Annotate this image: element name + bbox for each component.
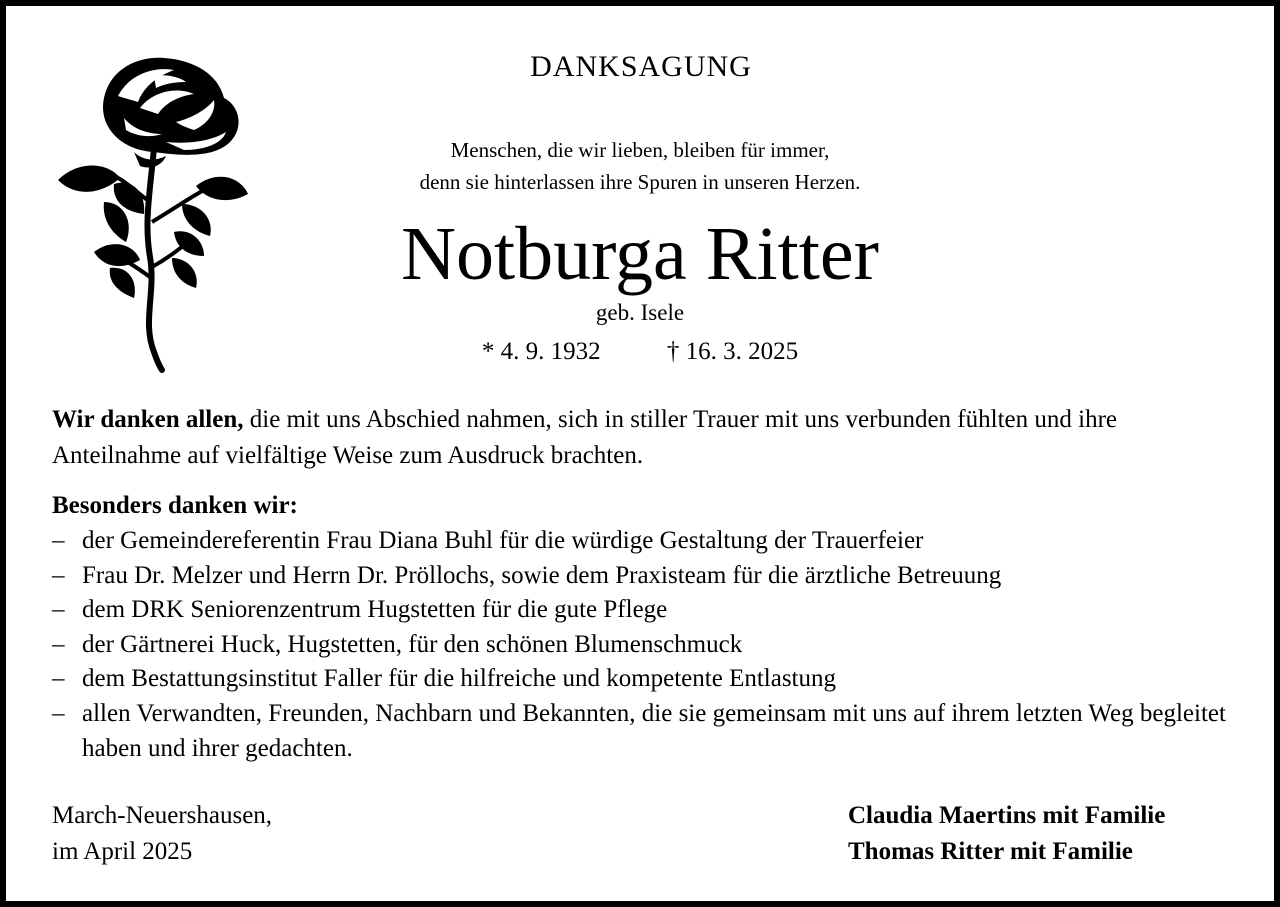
death-date: † 16. 3. 2025 bbox=[666, 338, 799, 365]
list-item bbox=[52, 697, 1234, 766]
list-item bbox=[52, 628, 1234, 663]
motto bbox=[6, 134, 1274, 198]
birth-name: geb. Isele bbox=[595, 300, 685, 325]
dash-bullet: – bbox=[52, 527, 65, 554]
list-item-text: der Gärtnerei Huck, Hugstetten, für den schönen Blumenschmuck bbox=[82, 630, 743, 658]
notice-heading: DANKSAGUNG bbox=[530, 50, 752, 83]
place: March-Neuershausen, bbox=[52, 802, 273, 829]
list-item bbox=[52, 593, 1234, 628]
thanks-lead: Wir danken allen, bbox=[52, 406, 244, 433]
signatures bbox=[848, 798, 1165, 870]
dash-bullet: – bbox=[52, 665, 65, 693]
date: im April 2025 bbox=[52, 838, 193, 865]
signature-1: Claudia Maertins mit Familie bbox=[848, 802, 1166, 829]
thanks-text: die mit uns Abschied nahmen, sich in stiller Trauer mit uns verbunden fühlten und ihre Anteilnahme auf vielfältige Weise zum Ausdruck brachten. bbox=[52, 406, 1117, 469]
life-dates bbox=[6, 338, 1274, 366]
dash-bullet: – bbox=[52, 699, 65, 727]
special-thanks-heading bbox=[52, 488, 298, 524]
list-item bbox=[52, 524, 1234, 559]
list-item-text: allen Verwandten, Freunden, Nachbarn und Bekannten, die sie gemeinsam mit uns auf ihrem letzten Weg begleitet haben und ihrer gedachten. bbox=[82, 699, 1226, 762]
deceased-name: Notburga Ritter bbox=[401, 212, 879, 296]
list-item bbox=[52, 662, 1234, 697]
signature-2: Thomas Ritter mit Familie bbox=[848, 838, 1133, 865]
place-and-date bbox=[52, 798, 272, 870]
thanks-paragraph bbox=[52, 402, 1234, 474]
dash-bullet: – bbox=[52, 630, 65, 658]
special-thanks-list bbox=[52, 524, 1234, 766]
list-item bbox=[52, 559, 1234, 594]
dash-bullet: – bbox=[52, 561, 65, 589]
birth-date: * 4. 9. 1932 bbox=[481, 338, 601, 365]
dash-bullet: – bbox=[52, 596, 65, 624]
list-item-text: dem DRK Seniorenzentrum Hugstetten für die gute Pflege bbox=[82, 596, 668, 624]
list-item-text: der Gemeindereferentin Frau Diana Buhl für die würdige Gestaltung der Trauerfeier bbox=[82, 527, 924, 554]
motto-line-2: denn sie hinterlassen ihre Spuren in unseren Herzen. bbox=[419, 170, 861, 194]
motto-line-1: Menschen, die wir lieben, bleiben für immer, bbox=[450, 138, 830, 162]
list-item-text: dem Bestattungsinstitut Faller für die hilfreiche und kompetente Entlastung bbox=[82, 665, 837, 693]
special-thanks-heading-text: Besonders danken wir: bbox=[52, 492, 298, 519]
list-item-text: Frau Dr. Melzer und Herrn Dr. Pröllochs, sowie dem Praxisteam für die ärztliche Betreuung bbox=[82, 561, 1002, 589]
